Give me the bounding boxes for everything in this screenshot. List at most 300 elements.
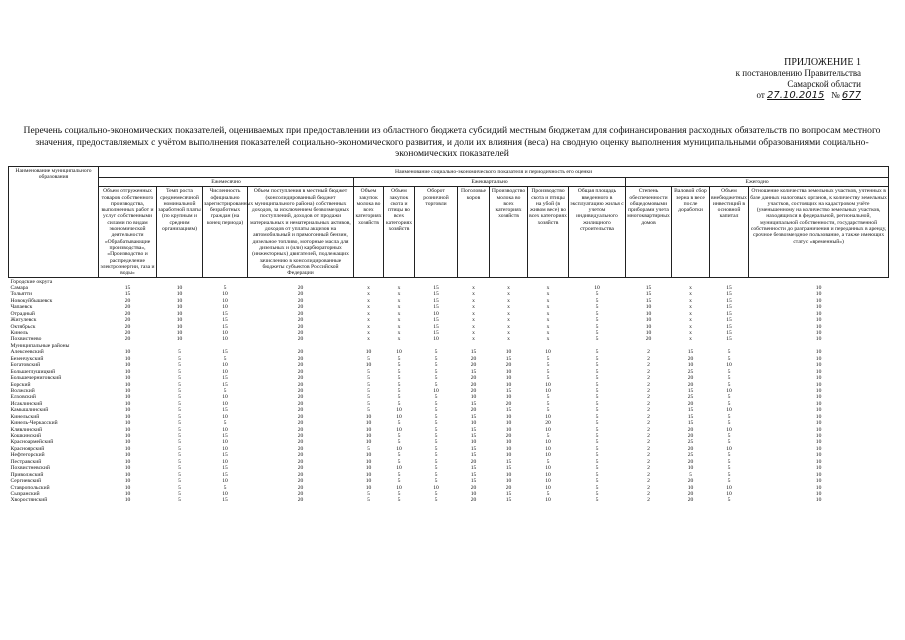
table-cell: 10 <box>594 284 600 291</box>
table-cell: 5 <box>434 394 438 401</box>
table-cell: 15 <box>433 323 439 330</box>
table-cell: 10 <box>222 368 228 375</box>
row-name: Новокуйбышевск <box>10 297 53 304</box>
table-cell: 5 <box>546 362 550 369</box>
table-cell: 10 <box>365 433 372 440</box>
table-cell: 15 <box>222 407 228 414</box>
table-cell: 5 <box>367 400 370 407</box>
table-cell: 5 <box>595 407 599 414</box>
table-cell: 15 <box>222 433 228 440</box>
table-cell: 5 <box>727 394 731 401</box>
table-cell: х <box>546 310 550 317</box>
table-cell: 5 <box>595 465 599 472</box>
table-cell: 5 <box>434 420 438 427</box>
table-cell: 15 <box>433 330 439 337</box>
table-cell: 5 <box>178 413 181 420</box>
table-cell: 20 <box>297 355 304 362</box>
appendix-line: к постановлению Правительства <box>735 68 861 78</box>
table-cell: х <box>546 317 550 324</box>
table-cell: 5 <box>727 497 731 504</box>
table-cell: 10 <box>815 439 822 446</box>
table-cell: 5 <box>595 310 599 317</box>
table-cell: 10 <box>365 452 372 459</box>
table-cell: 10 <box>124 484 131 491</box>
row-name: Кошкинский <box>10 433 41 440</box>
table-cell: 5 <box>178 387 181 394</box>
table-cell: 10 <box>505 368 512 375</box>
table-cell: 20 <box>470 387 477 394</box>
table-cell: 20 <box>297 381 304 388</box>
table-cell: 20 <box>470 375 477 382</box>
table-cell: 5 <box>546 490 550 497</box>
table-cell: 2 <box>647 439 650 446</box>
table-cell: х <box>472 304 475 311</box>
table-cell: х <box>472 284 475 291</box>
table-cell: 10 <box>396 407 402 414</box>
table-cell: 20 <box>297 349 304 356</box>
table-cell: х <box>507 336 510 343</box>
table-cell: 20 <box>124 304 131 311</box>
table-cell: 20 <box>645 336 652 343</box>
table-cell: 20 <box>297 420 304 427</box>
table-cell: 20 <box>297 465 304 472</box>
table-cell: 10 <box>505 413 512 420</box>
table-cell: 5 <box>595 400 599 407</box>
table-cell: 5 <box>434 452 438 459</box>
table-cell: 10 <box>545 465 551 472</box>
table-cell: 10 <box>815 458 822 465</box>
document-title: Перечень социально-экономических показателей, оцениваемых при предоставлении из областного бюджета субсидий местным бюджетам для софинансирования расходных обязательств по вопросам местного значения, предоставляемых с учётом выполнения показателей социально-экономического развития, и доли их влияния (веса) на сводную оценку выполнения муниципальными образованиями социально-экономических показателей <box>23 125 881 159</box>
table-cell: 10 <box>815 381 822 388</box>
table-cell: 5 <box>178 445 181 452</box>
table-cell: х <box>397 297 401 304</box>
table-cell: 10 <box>687 465 694 472</box>
table-cell: 10 <box>815 413 822 420</box>
table-cell: х <box>472 297 475 304</box>
table-cell: 20 <box>297 330 304 337</box>
table-cell: х <box>367 304 370 311</box>
table-cell: 20 <box>505 433 512 440</box>
table-cell: 2 <box>647 458 650 465</box>
table-cell: 10 <box>124 381 131 388</box>
table-cell: х <box>367 336 370 343</box>
table-cell: 5 <box>595 439 599 446</box>
table-cell: 5 <box>727 478 731 485</box>
table-cell: 10 <box>396 349 402 356</box>
table-cell: 2 <box>647 381 650 388</box>
table-cell: 10 <box>222 490 228 497</box>
table-cell: 10 <box>815 317 822 324</box>
table-cell: 2 <box>647 387 650 394</box>
table-cell: 15 <box>470 413 477 420</box>
table-cell: х <box>367 291 370 298</box>
table-cell: 20 <box>297 426 304 433</box>
table-cell: 5 <box>397 387 401 394</box>
table-cell: 20 <box>297 375 304 382</box>
table-cell: 10 <box>505 426 512 433</box>
table-cell: 20 <box>297 452 304 459</box>
table-cell: 5 <box>595 317 599 324</box>
table-cell: 15 <box>687 387 694 394</box>
table-cell: 10 <box>176 304 183 311</box>
table-cell: 10 <box>176 317 183 324</box>
table-cell: 2 <box>647 497 650 504</box>
table-cell: 5 <box>434 413 438 420</box>
table-cell: 15 <box>470 349 477 356</box>
table-cell: 20 <box>297 433 304 440</box>
table-cell: 10 <box>645 323 652 330</box>
table-cell: 20 <box>470 458 477 465</box>
table-cell: 10 <box>815 387 822 394</box>
column-header: Производство молока во всех категориях хозяйств <box>490 187 528 278</box>
table-cell: 15 <box>470 368 477 375</box>
table-cell: 20 <box>470 497 477 504</box>
table-cell: х <box>507 291 510 298</box>
table-cell: 10 <box>396 413 402 420</box>
table-cell: 5 <box>434 355 438 362</box>
table-cell: 10 <box>815 291 822 298</box>
table-cell: 2 <box>647 490 650 497</box>
column-headers <box>9 187 889 278</box>
table-cell: 5 <box>595 323 599 330</box>
table-cell: 5 <box>546 407 550 414</box>
table-cell: 10 <box>545 381 551 388</box>
table-cell: 5 <box>727 349 731 356</box>
table-cell: 10 <box>433 310 439 317</box>
table-cell: 10 <box>815 394 822 401</box>
table-cell: 20 <box>297 368 304 375</box>
table-cell: 5 <box>595 336 599 343</box>
table-cell: 20 <box>297 458 304 465</box>
table-cell: 10 <box>124 497 131 504</box>
table-cell: 5 <box>178 465 181 472</box>
table-cell: 10 <box>815 330 822 337</box>
table-cell: 15 <box>433 284 439 291</box>
row-name: Сергиевский <box>10 478 42 485</box>
table-cell: 10 <box>222 413 228 420</box>
table-cell: 5 <box>595 420 599 427</box>
table-cell: 5 <box>397 394 401 401</box>
row-name: Красноармейский <box>10 439 54 446</box>
group-header: Наименование социально-экономического показателя и периодичность его оценки <box>99 167 889 178</box>
table-cell: 20 <box>505 362 512 369</box>
table-cell: 20 <box>297 471 304 478</box>
table-cell: 10 <box>124 420 131 427</box>
row-name: Клявлинский <box>10 426 43 433</box>
table-cell: 20 <box>124 317 131 324</box>
table-cell: 5 <box>397 490 401 497</box>
table-cell: 15 <box>222 465 228 472</box>
section-label: Муниципальные районы <box>10 342 70 349</box>
appendix-title: ПРИЛОЖЕНИЕ 1 <box>784 57 861 68</box>
table-cell: 10 <box>815 323 822 330</box>
table-cell: 20 <box>687 375 694 382</box>
table-cell: 10 <box>222 458 228 465</box>
table-cell: 5 <box>178 433 181 440</box>
table-cell: 15 <box>222 381 228 388</box>
table-cell: 10 <box>815 336 822 343</box>
table-cell: 5 <box>434 439 438 446</box>
table-cell: 10 <box>222 330 228 337</box>
table-cell: 20 <box>297 413 304 420</box>
table-cell: 10 <box>124 362 131 369</box>
table-cell: 10 <box>365 349 372 356</box>
table-cell: 5 <box>397 400 401 407</box>
table-cell: 15 <box>470 478 477 485</box>
table-cell: 5 <box>178 452 181 459</box>
table-cell: 20 <box>297 478 304 485</box>
table-cell: 15 <box>687 407 694 414</box>
table-cell: 15 <box>726 297 732 304</box>
table-cell: 10 <box>222 426 228 433</box>
table-cell: 15 <box>222 323 228 330</box>
table-cell: 5 <box>223 484 227 491</box>
table-cell: 5 <box>727 413 731 420</box>
table-cell: 5 <box>434 445 438 452</box>
table-cell: х <box>546 330 550 337</box>
table-cell: х <box>397 291 401 298</box>
column-header: Объем внебюджетных инвестиций в основной капитал <box>710 187 749 278</box>
table-cell: 15 <box>470 426 477 433</box>
row-name: Борский <box>10 381 31 388</box>
table-cell: 5 <box>546 394 550 401</box>
table-cell: 10 <box>176 310 183 317</box>
column-header: Объем закупок молока во всех категориях хозяйств <box>354 187 384 278</box>
date-value: 27.10.2015 <box>767 90 825 101</box>
table-cell: 10 <box>222 439 228 446</box>
table-cell: 5 <box>178 471 181 478</box>
table-cell: 5 <box>178 381 181 388</box>
table-cell: 5 <box>546 433 550 440</box>
table-cell: 10 <box>815 426 822 433</box>
column-header: Поголовье коров <box>458 187 490 278</box>
table-cell: 20 <box>687 497 694 504</box>
table-cell: 5 <box>178 439 181 446</box>
table-cell: 10 <box>365 413 372 420</box>
table-cell: х <box>546 336 550 343</box>
table-cell: 5 <box>434 400 438 407</box>
table-cell: 20 <box>124 310 131 317</box>
table-cell: 10 <box>815 420 822 427</box>
table-cell: 5 <box>434 490 438 497</box>
table-cell: 2 <box>647 400 650 407</box>
table-cell: 5 <box>397 368 401 375</box>
appendix-header <box>736 57 861 101</box>
table-cell: 10 <box>365 471 372 478</box>
table-cell: х <box>507 310 510 317</box>
table-cell: 20 <box>297 439 304 446</box>
table-cell: 2 <box>647 420 650 427</box>
table-cell: 5 <box>595 355 599 362</box>
table-cell: 10 <box>645 317 652 324</box>
table-cell: 5 <box>434 471 438 478</box>
table-cell: 10 <box>815 304 822 311</box>
table-cell: 5 <box>367 407 370 414</box>
table-cell: 15 <box>687 420 694 427</box>
table-cell: 5 <box>546 368 550 375</box>
table-cell: 20 <box>470 355 477 362</box>
table-cell: 5 <box>178 375 181 382</box>
table-cell: х <box>472 330 475 337</box>
table-cell: 5 <box>434 478 438 485</box>
row-name: Чапаевск <box>10 304 33 311</box>
table-cell: 2 <box>647 484 650 491</box>
table-cell: 10 <box>396 484 402 491</box>
table-cell: 20 <box>124 297 131 304</box>
table-cell: х <box>546 323 550 330</box>
table-cell: 15 <box>222 375 228 382</box>
table-cell: 2 <box>647 426 650 433</box>
table-cell: 15 <box>124 284 131 291</box>
table-cell: 5 <box>223 387 227 394</box>
table-cell: х <box>397 330 401 337</box>
table-cell: 2 <box>647 362 650 369</box>
table-cell: 10 <box>726 445 732 452</box>
row-name: Безенчукский <box>10 355 44 362</box>
table-cell: 5 <box>178 362 181 369</box>
table-cell: 20 <box>297 362 304 369</box>
table-cell: 10 <box>222 394 228 401</box>
row-name: Нефтегорский <box>10 452 45 459</box>
table-cell: 5 <box>727 355 731 362</box>
table-cell: 10 <box>124 426 131 433</box>
table-cell: 10 <box>545 471 551 478</box>
table-cell: 5 <box>367 490 370 497</box>
table-cell: 20 <box>505 484 512 491</box>
table-cell: 5 <box>367 394 370 401</box>
table-cell: х <box>472 310 475 317</box>
table-cell: 10 <box>222 304 228 311</box>
table-cell: 10 <box>687 362 694 369</box>
table-cell: 15 <box>470 465 477 472</box>
table-cell: 15 <box>505 465 512 472</box>
table-cell: 5 <box>397 478 401 485</box>
table-cell: 20 <box>297 323 304 330</box>
table-cell: 2 <box>647 375 650 382</box>
row-name: Богатовский <box>10 362 41 369</box>
table-cell: 15 <box>470 433 477 440</box>
table-cell: 5 <box>397 471 401 478</box>
table-cell: 15 <box>726 310 732 317</box>
table-cell: 10 <box>124 452 131 459</box>
table-cell: 15 <box>433 291 439 298</box>
table-cell: 15 <box>505 387 512 394</box>
table-cell: 10 <box>815 362 822 369</box>
table-cell: 20 <box>297 445 304 452</box>
table-cell: 15 <box>222 452 228 459</box>
table-cell: 10 <box>815 497 822 504</box>
table-cell: 15 <box>222 349 228 356</box>
period-yearly: Ежегодно <box>626 178 889 187</box>
table-cell: 10 <box>726 484 732 491</box>
table-cell: 10 <box>365 439 372 446</box>
table-cell: 20 <box>297 310 304 317</box>
table-cell: 10 <box>124 465 131 472</box>
table-cell: 5 <box>595 490 599 497</box>
table-cell: 20 <box>297 484 304 491</box>
table-cell: 5 <box>595 394 599 401</box>
table-cell: 2 <box>647 394 650 401</box>
table-cell: 10 <box>545 452 551 459</box>
table-cell: 5 <box>367 497 370 504</box>
table-cell: 5 <box>434 375 438 382</box>
table-cell: 5 <box>397 452 401 459</box>
table-cell: 10 <box>124 349 131 356</box>
table-cell: 10 <box>222 362 228 369</box>
table-cell: 10 <box>545 478 551 485</box>
column-header: Степень обеспеченности общедомовыми приборами учета многоквартирных домов <box>626 187 672 278</box>
table-cell: 15 <box>726 330 732 337</box>
table-cell: 20 <box>297 284 304 291</box>
table-cell: 10 <box>815 284 822 291</box>
table-cell: 20 <box>297 317 304 324</box>
table-cell: 10 <box>505 478 512 485</box>
table-cell: 5 <box>178 349 181 356</box>
table-cell: 5 <box>223 355 227 362</box>
table-cell: 5 <box>727 433 731 440</box>
table-cell: 10 <box>365 478 372 485</box>
table-cell: 5 <box>223 284 227 291</box>
table-cell: 10 <box>124 400 131 407</box>
column-header: Численность официально зарегистрированных безработных граждан (на конец периода) <box>203 187 248 278</box>
table-cell: 15 <box>645 297 652 304</box>
table-cell: 10 <box>470 439 477 446</box>
row-name: Большеглушицкий <box>10 368 56 375</box>
row-name: Ставропольский <box>10 484 50 491</box>
table-cell: 5 <box>595 297 599 304</box>
table-cell: х <box>507 323 510 330</box>
table-cell: 15 <box>433 317 439 324</box>
table-cell: х <box>689 330 692 337</box>
table-cell: 5 <box>727 420 731 427</box>
table-cell: 15 <box>222 497 228 504</box>
table-cell: 20 <box>545 420 551 427</box>
table-cell: 10 <box>545 445 551 452</box>
table-cell: 5 <box>434 458 438 465</box>
table-cell: 10 <box>124 368 131 375</box>
table-cell: 20 <box>687 458 694 465</box>
table-cell: 15 <box>687 413 694 420</box>
table-cell: 20 <box>297 387 304 394</box>
table-cell: 5 <box>178 478 181 485</box>
table-cell: 5 <box>397 420 401 427</box>
table-cell: х <box>689 291 692 298</box>
table-cell: 10 <box>124 478 131 485</box>
column-header: Объем поступления в местный бюджет (консолидированный бюджет муниципального района) собственных доходов, за исключением безвозмездных поступлений, доходов от продажи материальных и нематериальных активов, доходов от уплаты акцизов на автомобильный и прямогонный бензин, дизельное топливо, моторные масла для дизельных и (или) карбюраторных (инжекторных) двигателей, подлежащих зачислению в консолидированные бюджеты субъектов Российской Федерации <box>248 187 354 278</box>
table-cell: х <box>472 291 475 298</box>
row-name: Хворостянский <box>10 497 48 504</box>
column-header: Валовой сбор зерна в весе после доработки <box>672 187 710 278</box>
table-cell: 10 <box>396 426 402 433</box>
table-cell: 20 <box>297 407 304 414</box>
table-cell: 10 <box>687 484 694 491</box>
table-cell: 10 <box>815 452 822 459</box>
column-header: Производство скота и птицы на убой (в живом весе) во всех категориях хозяйств <box>528 187 569 278</box>
table-cell: 10 <box>545 497 551 504</box>
table-cell: 5 <box>434 349 438 356</box>
table-cell: 10 <box>433 387 439 394</box>
table-cell: 5 <box>397 458 401 465</box>
number-value: 677 <box>841 90 861 101</box>
row-name: Похвистневский <box>10 465 50 472</box>
table-row <box>9 497 889 503</box>
table-cell: 5 <box>595 330 599 337</box>
appendix-line: Самарской области <box>787 79 861 89</box>
table-cell: 5 <box>178 420 181 427</box>
table-cell: 5 <box>546 355 550 362</box>
row-name: Пестравский <box>10 458 42 465</box>
table-cell: 20 <box>297 400 304 407</box>
